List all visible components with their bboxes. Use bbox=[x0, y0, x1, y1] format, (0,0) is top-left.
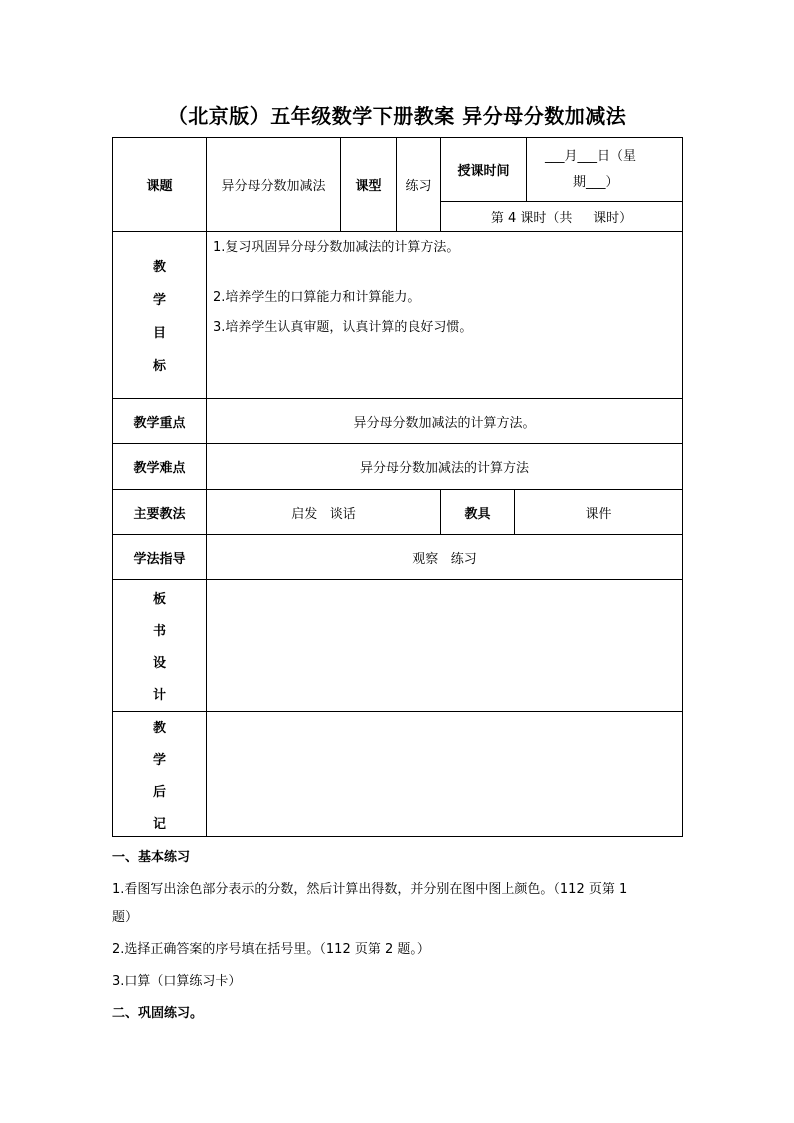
section-heading-basic: 一、基本练习 bbox=[112, 850, 191, 865]
type-label: 课型 bbox=[341, 138, 397, 232]
board-label-char: 计 bbox=[152, 688, 166, 703]
method-value: 启发 谈话 bbox=[207, 490, 441, 535]
objectives-cell bbox=[207, 232, 683, 399]
reflection-label-char: 学 bbox=[152, 752, 166, 768]
board-label-char: 设 bbox=[152, 656, 166, 671]
difficulty-label: 教学难点 bbox=[113, 444, 207, 490]
tools-value: 课件 bbox=[515, 490, 683, 535]
reflection-label-char: 教 bbox=[152, 720, 166, 736]
objectives-label-char: 目 bbox=[152, 326, 166, 341]
difficulty-value: 异分母分数加减法的计算方法 bbox=[207, 444, 683, 490]
board-design-cell bbox=[207, 580, 683, 712]
date-line-1: ___月___日（星 bbox=[545, 149, 637, 164]
reflection-label-char: 记 bbox=[152, 816, 166, 832]
topic-value: 异分母分数加减法 bbox=[207, 138, 341, 232]
method-label: 主要教法 bbox=[113, 490, 207, 535]
lesson-plan-table bbox=[112, 137, 683, 837]
objectives-label-char: 学 bbox=[152, 293, 166, 308]
tools-label: 教具 bbox=[441, 490, 515, 535]
reflection-label bbox=[113, 712, 207, 837]
type-value: 练习 bbox=[397, 138, 441, 232]
study-guide-label: 学法指导 bbox=[113, 535, 207, 580]
exercise-item-1-cont: 题） bbox=[112, 910, 139, 925]
period-value: 第 4 课时（共 课时） bbox=[441, 202, 683, 232]
study-guide-value: 观察 练习 bbox=[207, 535, 683, 580]
section-heading-consolidate: 二、巩固练习。 bbox=[112, 1006, 204, 1021]
exercise-item-1: 1.看图写出涂色部分表示的分数，然后计算出得数，并分别在图中图上颜色。（112 页第 1 bbox=[112, 882, 628, 897]
board-design-label bbox=[113, 580, 207, 712]
document-title: （北京版）五年级数学下册教案 异分母分数加减法 bbox=[167, 104, 627, 128]
objective-item: 1.复习巩固异分母分数加减法的计算方法。 bbox=[213, 240, 460, 255]
objectives-label bbox=[113, 232, 207, 399]
date-line-2: 期___） bbox=[573, 175, 619, 190]
exercise-section bbox=[112, 848, 692, 1024]
exercise-item-3: 3.口算（口算练习卡） bbox=[112, 974, 242, 989]
reflection-cell bbox=[207, 712, 683, 837]
board-label-char: 板 bbox=[152, 592, 166, 607]
objectives-label-char: 标 bbox=[152, 359, 166, 374]
objective-item: 3.培养学生认真审题，认真计算的良好习惯。 bbox=[213, 320, 473, 335]
time-label: 授课时间 bbox=[441, 138, 527, 202]
board-label-char: 书 bbox=[152, 624, 166, 639]
key-point-label: 教学重点 bbox=[113, 399, 207, 444]
reflection-label-char: 后 bbox=[152, 784, 166, 800]
key-point-value: 异分母分数加减法的计算方法。 bbox=[207, 399, 683, 444]
exercise-item-2: 2.选择正确答案的序号填在括号里。（112 页第 2 题。） bbox=[112, 942, 430, 957]
topic-label: 课题 bbox=[113, 138, 207, 232]
objective-item: 2.培养学生的口算能力和计算能力。 bbox=[213, 290, 421, 305]
objectives-label-char: 教 bbox=[152, 260, 166, 275]
date-cell bbox=[527, 138, 683, 202]
